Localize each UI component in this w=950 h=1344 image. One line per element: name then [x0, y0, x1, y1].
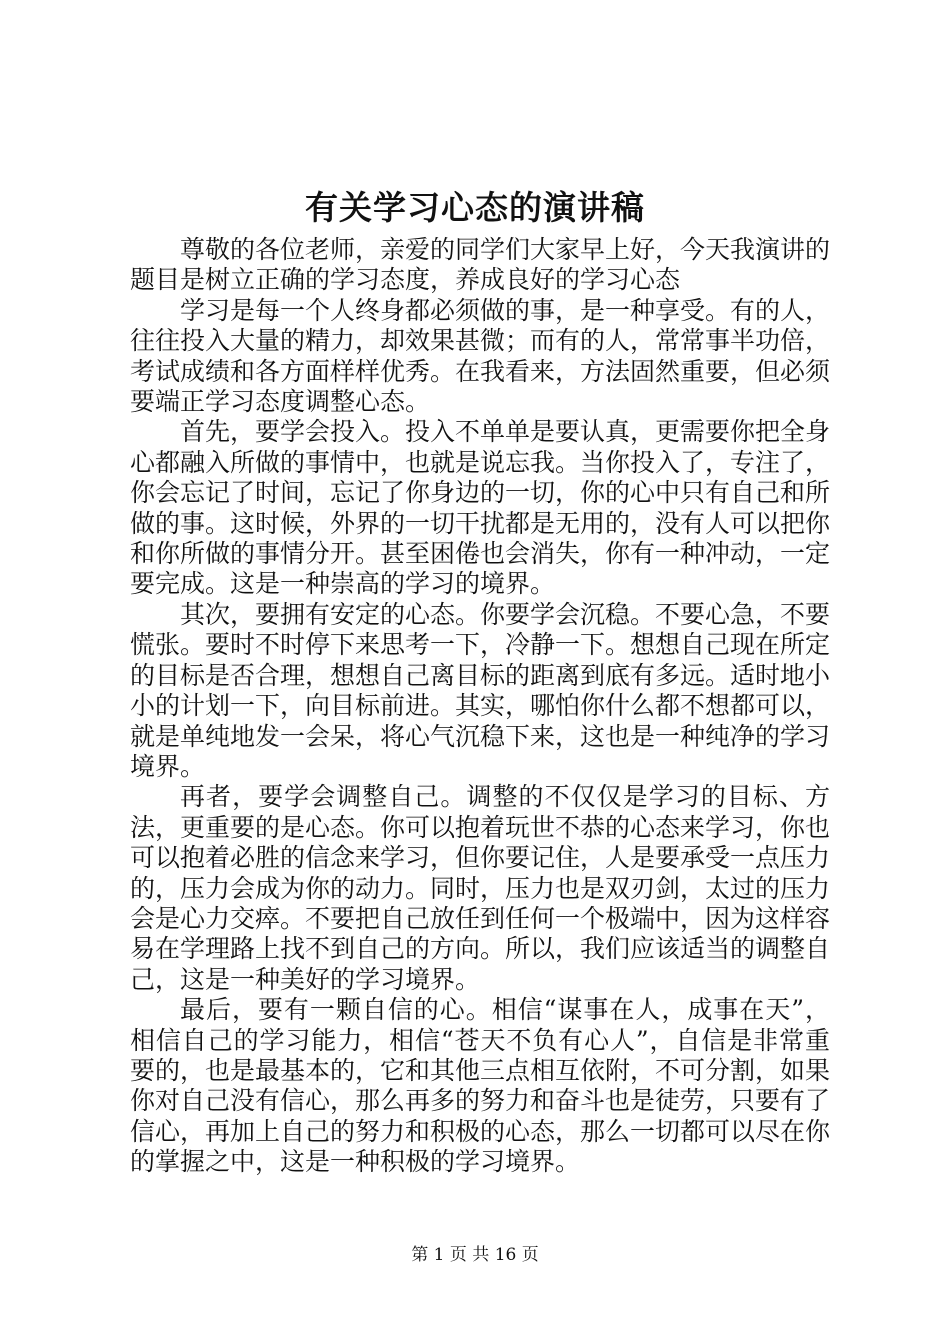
paragraph-fourth-point: 最后，要有一颗自信的心。相信“谋事在人，成事在天”，相信自己的学习能力，相信“苍天不负有心人”，自信是非常重要的，也是最基本的，它和其他三点相互依附，不可分割，如果你对自己没有信心，那么再多的努力和奋斗也是徒劳，只要有了信心，再加上自己的努力和积极的心态，那么一切都可以尽在你的掌握之中，这是一种积极的学习境界。 [130, 995, 831, 1177]
paragraph-intro: 学习是每一个人终身都必须做的事，是一种享受。有的人，往往投入大量的精力，却效果甚微；而有的人，常常事半功倍，考试成绩和各方面样样优秀。在我看来，方法固然重要，但必须要端正学习态度调整心态。 [130, 295, 831, 417]
page-number-footer: 第 1 页 共 16 页 [411, 1245, 539, 1265]
document-title: 有关学习心态的演讲稿 [305, 188, 645, 227]
paragraph-second-point: 其次，要拥有安定的心态。你要学会沉稳。不要心急，不要慌张。要时不时停下来思考一下，冷静一下。想想自己现在所定的目标是否合理，想想自己离目标的距离到底有多远。适时地小小的计划一下，向目标前进。其实，哪怕你什么都不想都可以，就是单纯地发一会呆，将心气沉稳下来，这也是一种纯净的学习境界。 [130, 599, 831, 781]
paragraph-greeting: 尊敬的各位老师，亲爱的同学们大家早上好，今天我演讲的题目是树立正确的学习态度，养成良好的学习心态 [130, 235, 831, 295]
document-body [130, 235, 830, 1178]
paragraph-first-point: 首先，要学会投入。投入不单单是要认真，更需要你把全身心都融入所做的事情中，也就是说忘我。当你投入了，专注了，你会忘记了时间，忘记了你身边的一切，你的心中只有自己和所做的事。这时候，外界的一切干扰都是无用的，没有人可以把你和你所做的事情分开。甚至困倦也会消失，你有一种冲动，一定要完成。这是一种崇高的学习的境界。 [130, 417, 831, 599]
paragraph-third-point: 再者，要学会调整自己。调整的不仅仅是学习的目标、方法，更重要的是心态。你可以抱着玩世不恭的心态来学习，你也可以抱着必胜的信念来学习，但你要记住，人是要承受一点压力的，压力会成为你的动力。同时，压力也是双刃剑，太过的压力会是心力交瘁。不要把自己放任到任何一个极端中，因为这样容易在学理路上找不到自己的方向。所以，我们应该适当的调整自己，这是一种美好的学习境界。 [130, 782, 831, 994]
